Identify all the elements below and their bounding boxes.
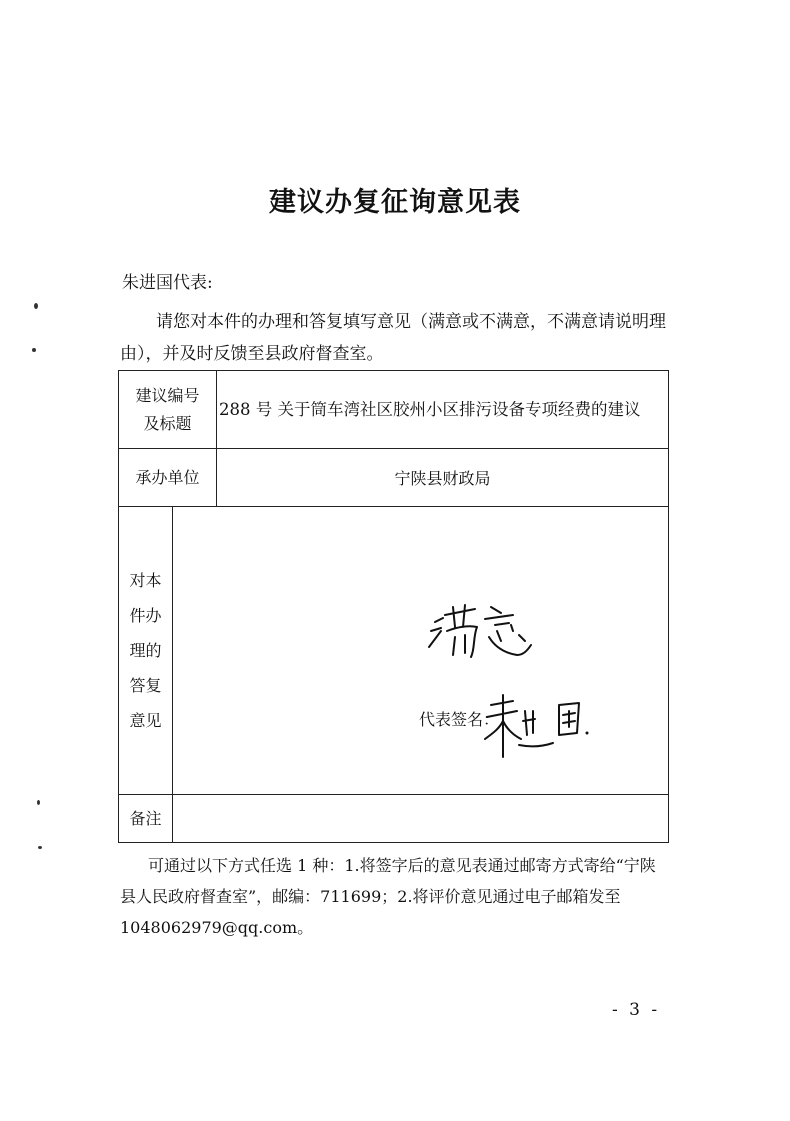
scan-speck [32,348,36,352]
scan-speck [34,303,38,309]
page-number: - 3 - [612,1000,661,1020]
opinion-label-line: 件办 [129,606,162,625]
representative-signature-label: 代表签名： [419,710,500,729]
scan-speck [38,846,42,849]
remarks-label: 备注 [119,795,173,843]
submission-note [120,850,666,943]
opinion-label-cell [119,507,173,795]
proposal-number-label: 建议编号 [135,385,200,405]
submission-note-text: 可通过以下方式任选 1 种：1.将签字后的意见表通过邮寄方式寄给“宁陕县人民政府督查室”，邮编：711699；2.将评价意见通过电子邮箱发至 1048062979@qq.com。 [120,856,656,937]
handling-unit-label: 承办单位 [119,449,217,507]
proposal-title-value: 288 号 关于筒车湾社区胶州小区排污设备专项经费的建议 [217,371,669,449]
scan-speck [37,800,40,805]
remarks-value[interactable] [173,795,669,843]
opinion-label-line: 意见 [129,711,162,730]
opinion-label-line: 对本 [129,571,162,590]
opinion-label-line: 理的 [129,641,162,660]
opinion-content-cell[interactable] [173,507,669,795]
representative-signature [173,507,669,795]
proposal-title-label: 及标题 [143,413,192,433]
handling-unit-value: 宁陕县财政局 [217,449,669,507]
opinion-label-line: 答复 [129,676,162,695]
instruction-paragraph: 请您对本件的办理和答复填写意见（满意或不满意，不满意请说明理由），并及时反馈至县政府督查室。 [120,312,666,364]
opinion-form-table [118,370,669,843]
proposal-number-label-cell [119,371,217,449]
document-title: 建议办复征询意见表 [269,187,521,218]
salutation: 朱进国代表: [122,273,213,293]
